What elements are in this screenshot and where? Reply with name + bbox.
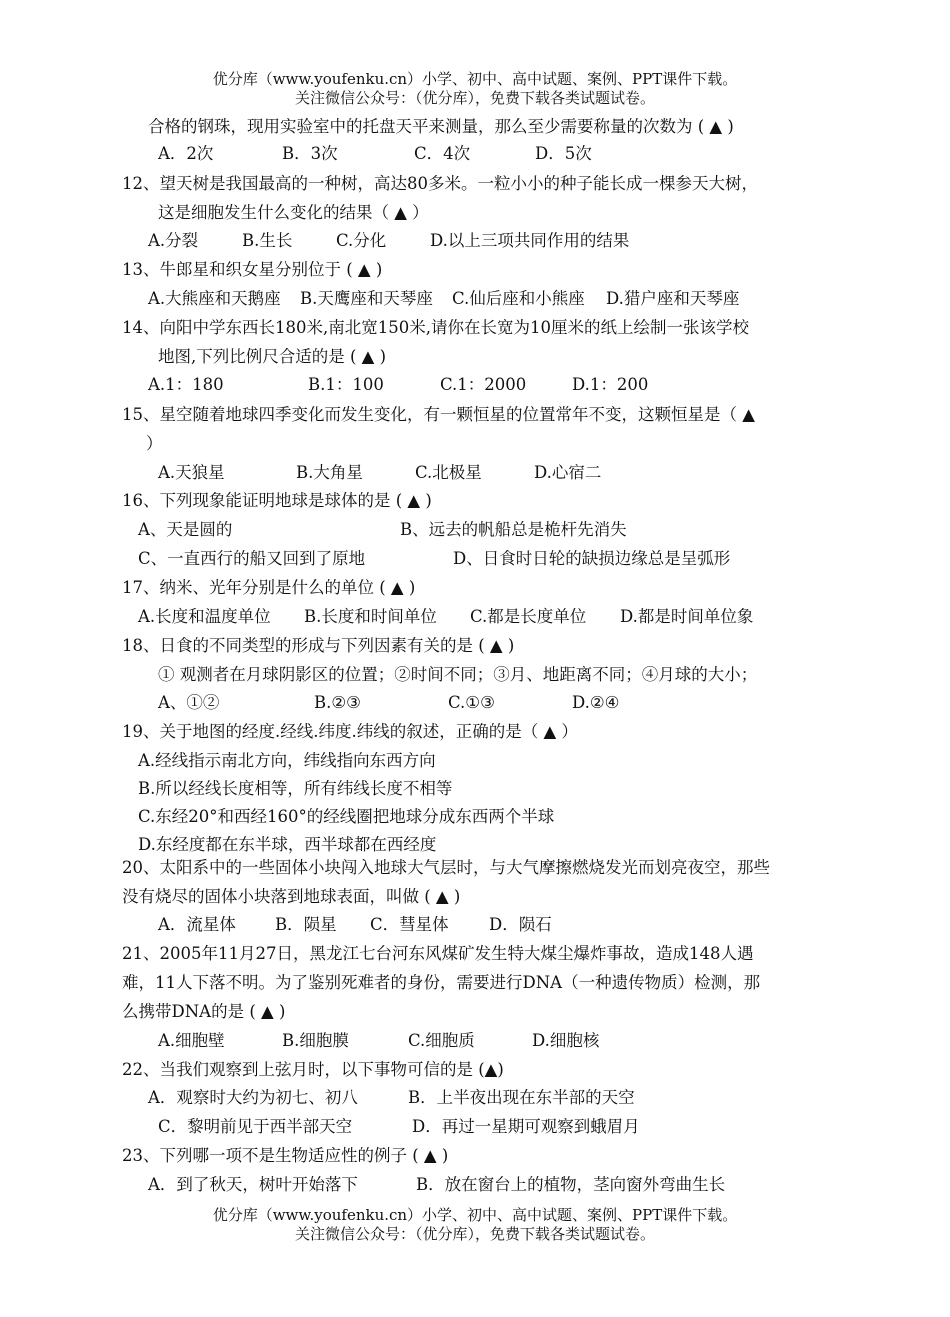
- q18-option-a: A、①②: [158, 693, 220, 712]
- q23-option-a: A．到了秋天，树叶开始落下: [148, 1175, 358, 1194]
- q11-option-d: D．5次: [535, 144, 592, 163]
- q18-option-c: C.①③: [448, 693, 495, 712]
- q20-stem-line1: 20、太阳系中的一些固体小块闯入地球大气层时，与大气摩擦燃烧发光而划亮夜空，那些: [122, 858, 770, 877]
- q20-stem-line2: 没有烧尽的固体小块落到地球表面，叫做 ( ▲ ): [122, 887, 461, 906]
- q13-option-d: D.猎户座和天琴座: [606, 289, 740, 308]
- q18-stem-line1: 18、日食的不同类型的形成与下列因素有关的是 ( ▲ ): [122, 636, 515, 655]
- q12-stem-line2: 这是细胞发生什么变化的结果（ ▲ ）: [158, 203, 429, 222]
- q15-option-b: B.大角星: [296, 463, 363, 482]
- q21-option-a: A.细胞壁: [158, 1031, 225, 1050]
- header-line-1: 优分库（www.youfenku.cn）小学、初中、高中试题、案例、PPT课件下载。: [212, 70, 738, 88]
- q12-stem-line1: 12、望天树是我国最高的一种树，高达80多米。一粒小小的种子能长成一棵参天大树，: [122, 174, 758, 193]
- q19-stem: 19、关于地图的经度.经线.纬度.纬线的叙述，正确的是（ ▲ ）: [122, 722, 578, 741]
- q15-option-c: C.北极星: [415, 463, 482, 482]
- q13-option-a: A.大熊座和天鹅座: [148, 289, 281, 308]
- q16-stem: 16、下列现象能证明地球是球体的是 ( ▲ ): [122, 491, 432, 510]
- q22-option-a: A．观察时大约为初七、初八: [148, 1088, 358, 1107]
- q21-stem-line3: 么携带DNA的是 ( ▲ ): [122, 1002, 286, 1021]
- q17-stem: 17、纳米、光年分别是什么的单位 ( ▲ ): [122, 578, 416, 597]
- q20-option-b: B．陨星: [275, 915, 337, 934]
- q19-option-a: A.经线指示南北方向，纬线指向东西方向: [138, 751, 436, 770]
- q20-option-d: D．陨石: [489, 915, 552, 934]
- q22-stem: 22、当我们观察到上弦月时，以下事物可信的是 (▲): [122, 1060, 504, 1079]
- q16-option-b: B、远去的帆船总是桅杆先消失: [400, 520, 627, 539]
- q14-option-a: A.1：180: [148, 375, 224, 394]
- q19-option-c: C.东经20°和西经160°的经线圈把地球分成东西两个半球: [138, 807, 555, 826]
- q15-stem-line2: ）: [146, 434, 163, 453]
- q18-option-d: D.②④: [572, 693, 620, 712]
- q13-stem: 13、牛郎星和织女星分别位于 ( ▲ ): [122, 260, 383, 279]
- q12-option-d: D.以上三项共同作用的结果: [430, 231, 630, 250]
- q20-option-c: C．彗星体: [370, 915, 449, 934]
- q12-option-a: A.分裂: [148, 231, 199, 250]
- q16-option-d: D、日食时日轮的缺损边缘总是呈弧形: [453, 549, 731, 568]
- q21-stem-line1: 21、2005年11月27日，黑龙江七台河东风煤矿发生特大煤尘爆炸事故，造成148人遇: [122, 944, 754, 963]
- q19-option-d: D.东经度都在东半球，西半球都在西经度: [138, 835, 437, 854]
- q17-option-c: C.都是长度单位: [470, 607, 587, 626]
- q23-stem: 23、下列哪一项不是生物适应性的例子 ( ▲ ): [122, 1146, 449, 1165]
- q21-option-b: B.细胞膜: [282, 1031, 349, 1050]
- q13-option-b: B.天鹰座和天琴座: [300, 289, 433, 308]
- q12-option-b: B.生长: [242, 231, 293, 250]
- q13-option-c: C.仙后座和小熊座: [452, 289, 585, 308]
- q19-option-b: B.所以经线长度相等，所有纬线长度不相等: [138, 779, 453, 798]
- q22-option-d: D．再过一星期可观察到蛾眉月: [412, 1117, 640, 1136]
- q14-option-d: D.1：200: [572, 375, 649, 394]
- q15-option-a: A.天狼星: [158, 463, 225, 482]
- q21-stem-line2: 难，11人下落不明。为了鉴别死难者的身份，需要进行DNA（一种遗传物质）检测，那: [122, 973, 761, 992]
- q23-option-b: B．放在窗台上的植物，茎向窗外弯曲生长: [416, 1175, 726, 1194]
- q12-option-c: C.分化: [336, 231, 387, 250]
- footer-line-2: 关注微信公众号：（优分库），免费下载各类试题试卷。: [294, 1225, 655, 1243]
- page-footer: [0, 1206, 950, 1244]
- q11-option-b: B．3次: [282, 144, 338, 163]
- q21-option-d: D.细胞核: [532, 1031, 600, 1050]
- q17-option-b: B.长度和时间单位: [304, 607, 437, 626]
- q18-stem-line2: ① 观测者在月球阴影区的位置；②时间不同；③月、地距离不同；④月球的大小；: [158, 665, 758, 684]
- q14-option-b: B.1：100: [308, 375, 384, 394]
- q15-stem-line1: 15、星空随着地球四季变化而发生变化，有一颗恒星的位置常年不变，这颗恒星是（ ▲: [122, 405, 755, 424]
- q15-option-d: D.心宿二: [534, 463, 602, 482]
- q11-option-a: A．2次: [158, 144, 214, 163]
- q11-continuation: 合格的钢珠，现用实验室中的托盘天平来测量，那么至少需要称量的次数为 ( ▲ ): [148, 117, 734, 136]
- q18-option-b: B.②③: [314, 693, 361, 712]
- q14-stem-line1: 14、向阳中学东西长180米,南北宽150米,请你在长宽为10厘米的纸上绘制一张该学校: [122, 318, 749, 337]
- q22-option-c: C．黎明前见于西半部天空: [158, 1117, 353, 1136]
- header-line-2: 关注微信公众号：（优分库），免费下载各类试题试卷。: [294, 89, 655, 107]
- q14-stem-line2: 地图,下列比例尺合适的是 ( ▲ ): [158, 347, 387, 366]
- footer-line-1: 优分库（www.youfenku.cn）小学、初中、高中试题、案例、PPT课件下载。: [212, 1206, 738, 1224]
- q16-option-a: A、天是圆的: [138, 520, 233, 539]
- q11-option-c: C．4次: [414, 144, 471, 163]
- page-header: [0, 70, 950, 108]
- q22-option-b: B．上半夜出现在东半部的天空: [408, 1088, 635, 1107]
- q17-option-d: D.都是时间单位象: [620, 607, 754, 626]
- q17-option-a: A.长度和温度单位: [138, 607, 271, 626]
- q14-option-c: C.1：2000: [440, 375, 527, 394]
- q21-option-c: C.细胞质: [408, 1031, 475, 1050]
- q20-option-a: A．流星体: [158, 915, 236, 934]
- q16-option-c: C、一直西行的船又回到了原地: [138, 549, 366, 568]
